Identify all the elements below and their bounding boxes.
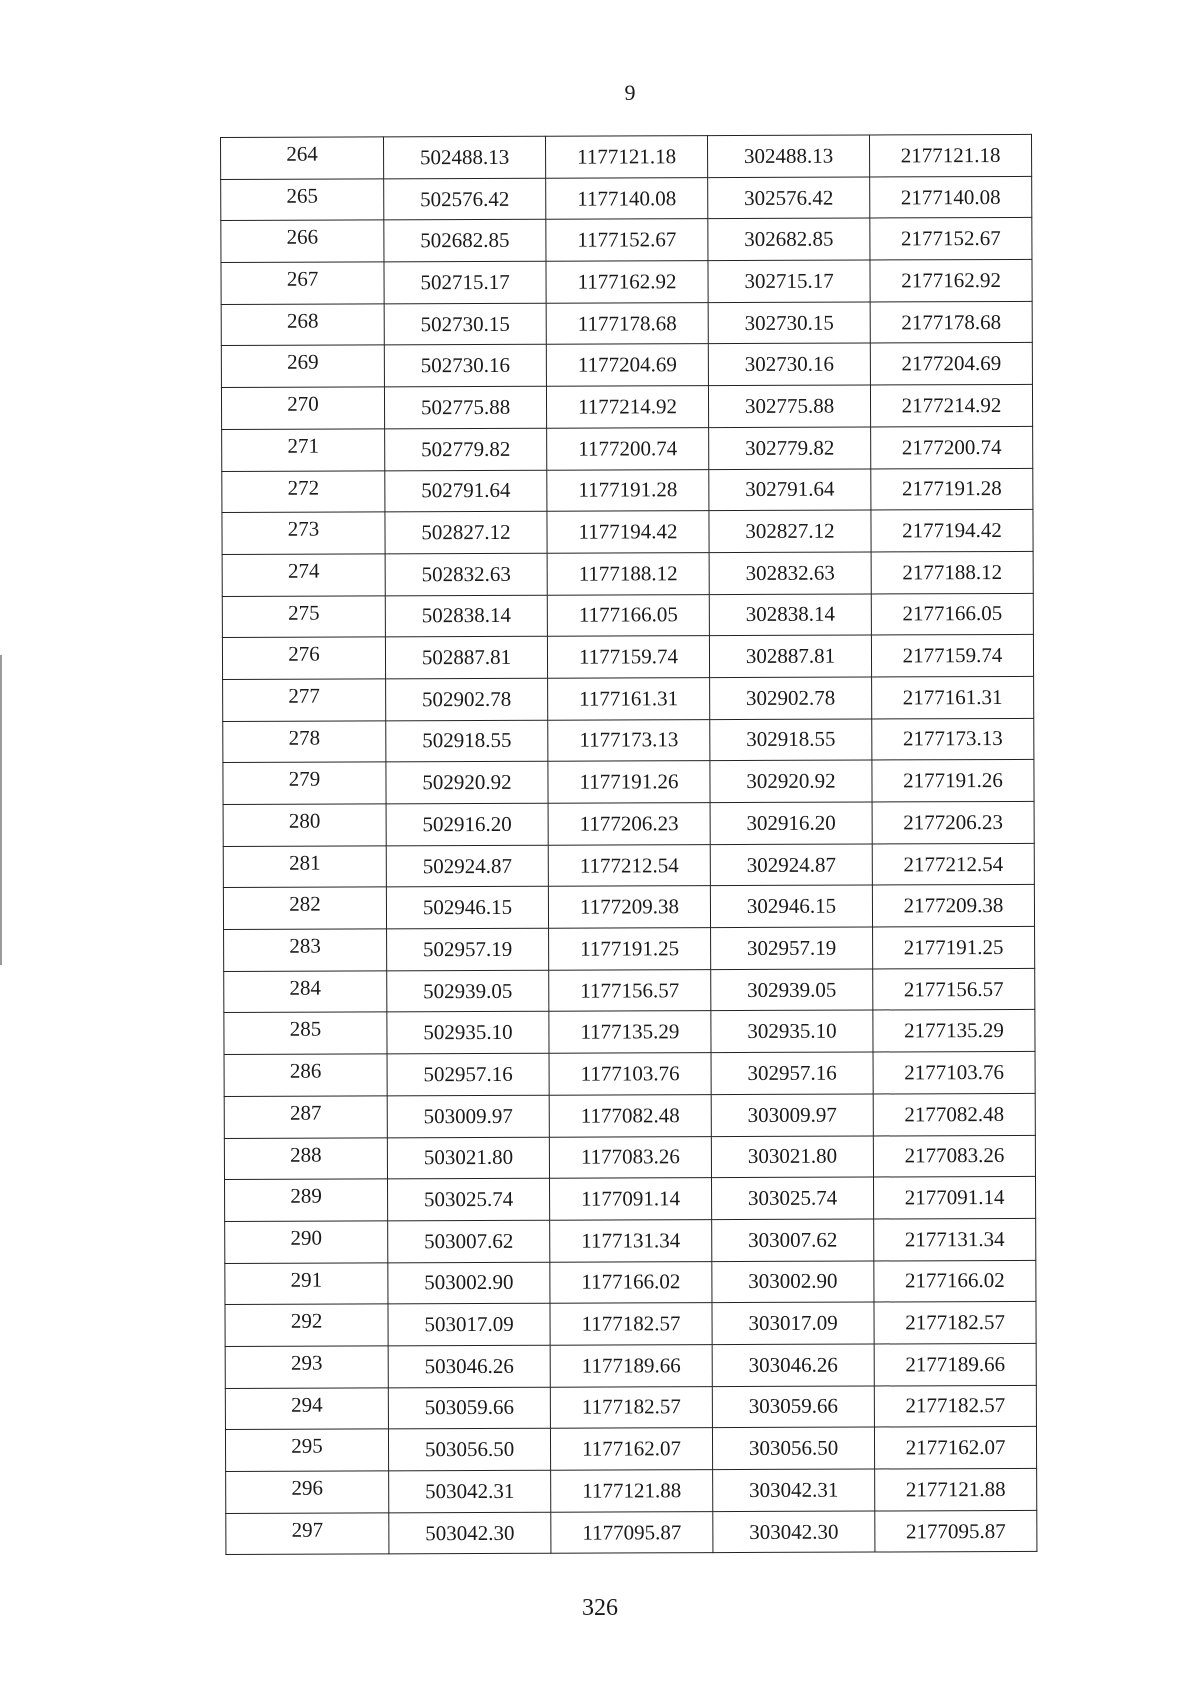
coordinate-cell: 2177173.13 (872, 718, 1034, 760)
coordinate-cell: 2177156.57 (873, 968, 1035, 1010)
coordinate-cell: 1177083.26 (549, 1136, 711, 1178)
coordinate-cell: 302832.63 (709, 552, 871, 594)
coordinate-cell: 502791.64 (385, 470, 547, 512)
table-row (224, 1010, 1035, 1055)
coordinate-cell: 2177191.28 (871, 468, 1033, 510)
coordinate-cell: 303025.74 (712, 1177, 874, 1219)
coordinate-cell: 502902.78 (386, 678, 548, 720)
point-number-cell: 282 (223, 887, 386, 929)
coordinate-cell: 2177162.07 (874, 1427, 1036, 1469)
coordinate-cell: 2177182.57 (874, 1302, 1036, 1344)
coordinate-cell: 2177162.92 (870, 259, 1032, 301)
coordinate-cell: 1177206.23 (548, 803, 710, 845)
coordinate-cell: 2177135.29 (873, 1010, 1035, 1052)
coordinate-cell: 2177206.23 (872, 801, 1034, 843)
table-row (222, 593, 1033, 638)
table-row (223, 801, 1034, 846)
point-number-cell: 291 (225, 1262, 388, 1304)
table-row (223, 760, 1034, 805)
table-row (224, 1135, 1035, 1180)
coordinate-table-body (221, 134, 1037, 1554)
point-number-cell: 267 (221, 262, 384, 304)
coordinate-cell: 2177191.25 (873, 926, 1035, 968)
point-number-cell: 264 (221, 137, 384, 179)
table-row (223, 843, 1034, 888)
coordinate-cell: 303042.30 (713, 1511, 875, 1553)
coordinate-cell: 503017.09 (388, 1303, 550, 1345)
coordinate-cell: 2177083.26 (873, 1135, 1035, 1177)
point-number-cell: 289 (225, 1179, 388, 1221)
coordinate-cell: 1177194.42 (547, 511, 709, 553)
table-row (221, 176, 1032, 221)
coordinate-cell: 302916.20 (710, 802, 872, 844)
coordinate-cell: 1177131.34 (550, 1219, 712, 1261)
coordinate-cell: 1177188.12 (547, 553, 709, 595)
coordinate-cell: 1177140.08 (546, 177, 708, 219)
point-number-cell: 290 (225, 1221, 388, 1263)
coordinate-cell: 303059.66 (712, 1386, 874, 1428)
coordinate-cell: 1177166.05 (547, 594, 709, 636)
coordinate-cell: 303002.90 (712, 1261, 874, 1303)
table-row (223, 718, 1034, 763)
coordinate-cell: 1177191.26 (548, 761, 710, 803)
coordinate-cell: 503007.62 (388, 1220, 550, 1262)
point-number-cell: 294 (225, 1387, 388, 1429)
coordinate-cell: 302946.15 (710, 885, 872, 927)
table-row (226, 1510, 1037, 1555)
table-row (222, 635, 1033, 680)
coordinate-cell: 502935.10 (387, 1012, 549, 1054)
coordinate-cell: 1177178.68 (546, 302, 708, 344)
coordinate-cell: 2177188.12 (871, 551, 1033, 593)
coordinate-cell: 2177091.14 (873, 1177, 1035, 1219)
table-row (225, 1302, 1036, 1347)
coordinate-cell: 2177204.69 (870, 343, 1032, 385)
point-number-cell: 274 (222, 554, 385, 596)
point-number-cell: 283 (224, 929, 387, 971)
coordinate-cell: 303009.97 (711, 1094, 873, 1136)
coordinate-cell: 2177166.05 (871, 593, 1033, 635)
point-number-cell: 281 (223, 846, 386, 888)
coordinate-cell: 2177131.34 (874, 1218, 1036, 1260)
coordinate-cell: 2177182.57 (874, 1385, 1036, 1427)
point-number-cell: 268 (221, 304, 384, 346)
coordinate-cell: 302838.14 (709, 594, 871, 636)
coordinate-cell: 1177212.54 (548, 844, 710, 886)
coordinate-cell: 502887.81 (385, 636, 547, 678)
coordinate-cell: 303017.09 (712, 1302, 874, 1344)
coordinate-cell: 2177140.08 (870, 176, 1032, 218)
coordinate-cell: 2177209.38 (872, 885, 1034, 927)
point-number-cell: 266 (221, 220, 384, 262)
coordinate-cell: 503025.74 (388, 1178, 550, 1220)
coordinate-cell: 2177082.48 (873, 1093, 1035, 1135)
coordinate-cell: 502730.15 (384, 303, 546, 345)
coordinate-cell: 1177091.14 (550, 1178, 712, 1220)
coordinate-cell: 502918.55 (386, 720, 548, 762)
table-row (221, 259, 1032, 304)
coordinate-cell: 303056.50 (712, 1427, 874, 1469)
coordinate-cell: 1177161.31 (548, 678, 710, 720)
scan-edge-mark (0, 655, 2, 965)
coordinate-cell: 2177166.02 (874, 1260, 1036, 1302)
coordinate-cell: 1177152.67 (546, 219, 708, 261)
coordinate-cell: 302918.55 (710, 719, 872, 761)
coordinate-cell: 2177121.88 (875, 1468, 1037, 1510)
coordinate-cell: 502920.92 (386, 762, 548, 804)
coordinate-cell: 303042.31 (713, 1469, 875, 1511)
table-row (225, 1343, 1036, 1388)
coordinate-cell: 302730.15 (708, 302, 870, 344)
coordinate-cell: 2177159.74 (871, 635, 1033, 677)
point-number-cell: 265 (221, 179, 384, 221)
coordinate-cell: 502946.15 (386, 887, 548, 929)
coordinate-cell: 1177121.88 (551, 1470, 713, 1512)
coordinate-cell: 302576.42 (708, 177, 870, 219)
point-number-cell: 285 (224, 1012, 387, 1054)
coordinate-cell: 502488.13 (384, 136, 546, 178)
coordinate-cell: 502775.88 (384, 386, 546, 428)
coordinate-cell: 2177103.76 (873, 1052, 1035, 1094)
point-number-cell: 280 (223, 804, 386, 846)
page-number-top: 9 (624, 80, 636, 105)
coordinate-cell: 502957.19 (387, 928, 549, 970)
point-number-cell: 288 (224, 1137, 387, 1179)
coordinate-table (220, 134, 1037, 1555)
coordinate-cell: 302920.92 (710, 760, 872, 802)
coordinate-cell: 2177214.92 (870, 385, 1032, 427)
coordinate-cell: 302827.12 (709, 510, 871, 552)
coordinate-cell: 502939.05 (387, 970, 549, 1012)
point-number-cell: 286 (224, 1054, 387, 1096)
point-number-cell: 279 (223, 762, 386, 804)
point-number-cell: 270 (221, 387, 384, 429)
point-number-cell: 273 (222, 512, 385, 554)
coordinate-cell: 503042.30 (389, 1512, 551, 1554)
table-row (224, 926, 1035, 971)
coordinate-cell: 1177156.57 (549, 969, 711, 1011)
coordinate-cell: 1177103.76 (549, 1053, 711, 1095)
table-row (221, 301, 1032, 346)
coordinate-cell: 503059.66 (388, 1387, 550, 1429)
coordinate-cell: 1177135.29 (549, 1011, 711, 1053)
coordinate-cell: 2177095.87 (875, 1510, 1037, 1552)
coordinate-cell: 1177204.69 (546, 344, 708, 386)
table-row (222, 551, 1033, 596)
coordinate-cell: 1177182.57 (550, 1386, 712, 1428)
table-row (224, 1052, 1035, 1097)
point-number-cell: 277 (223, 679, 386, 721)
coordinate-cell: 1177162.92 (546, 261, 708, 303)
coordinate-cell: 502576.42 (384, 178, 546, 220)
coordinate-cell: 503009.97 (387, 1095, 549, 1137)
coordinate-cell: 2177189.66 (874, 1343, 1036, 1385)
table-row (223, 885, 1034, 930)
point-number-cell: 287 (224, 1096, 387, 1138)
coordinate-cell: 502832.63 (385, 553, 547, 595)
table-row (222, 510, 1033, 555)
coordinate-cell: 302924.87 (710, 844, 872, 886)
table-row (224, 968, 1035, 1013)
table-row (225, 1385, 1036, 1430)
coordinate-cell: 2177178.68 (870, 301, 1032, 343)
table-row (225, 1177, 1036, 1222)
coordinate-cell: 503046.26 (388, 1345, 550, 1387)
table-row (225, 1427, 1036, 1472)
point-number-cell: 296 (226, 1471, 389, 1513)
coordinate-cell: 1177191.28 (547, 469, 709, 511)
table-row (222, 426, 1033, 471)
coordinate-cell: 502730.16 (384, 345, 546, 387)
table-row (225, 1260, 1036, 1305)
table-row (223, 676, 1034, 721)
coordinate-cell: 1177209.38 (548, 886, 710, 928)
table-row (221, 343, 1032, 388)
coordinate-cell: 2177212.54 (872, 843, 1034, 885)
coordinate-cell: 502957.16 (387, 1053, 549, 1095)
coordinate-cell: 2177194.42 (871, 510, 1033, 552)
coordinate-cell: 502924.87 (386, 845, 548, 887)
coordinate-cell: 502682.85 (384, 220, 546, 262)
coordinate-cell: 1177191.25 (549, 928, 711, 970)
coordinate-cell: 2177121.18 (869, 134, 1031, 176)
point-number-cell: 269 (221, 345, 384, 387)
point-number-cell: 278 (223, 720, 386, 762)
coordinate-cell: 302935.10 (711, 1010, 873, 1052)
page-number-bottom: 326 (582, 1595, 618, 1621)
coordinate-cell: 302715.17 (708, 260, 870, 302)
coordinate-cell: 2177152.67 (870, 218, 1032, 260)
coordinate-cell: 502715.17 (384, 261, 546, 303)
coordinate-cell: 1177200.74 (547, 427, 709, 469)
coordinate-cell: 502779.82 (385, 428, 547, 470)
coordinate-cell: 302939.05 (711, 969, 873, 1011)
point-number-cell: 284 (224, 971, 387, 1013)
coordinate-cell: 302887.81 (709, 635, 871, 677)
coordinate-cell: 1177121.18 (545, 136, 707, 178)
coordinate-cell: 1177082.48 (549, 1094, 711, 1136)
coordinate-cell: 302779.82 (709, 427, 871, 469)
point-number-cell: 272 (222, 470, 385, 512)
coordinate-cell: 302957.16 (711, 1052, 873, 1094)
coordinate-cell: 303046.26 (712, 1344, 874, 1386)
coordinate-cell: 1177173.13 (548, 719, 710, 761)
coordinate-cell: 303007.62 (712, 1219, 874, 1261)
coordinate-cell: 2177161.31 (872, 676, 1034, 718)
coordinate-cell: 302775.88 (708, 385, 870, 427)
coordinate-cell: 1177166.02 (550, 1261, 712, 1303)
coordinate-cell: 302682.85 (708, 218, 870, 260)
point-number-cell: 293 (225, 1346, 388, 1388)
coordinate-cell: 502827.12 (385, 511, 547, 553)
point-number-cell: 275 (222, 595, 385, 637)
point-number-cell: 276 (222, 637, 385, 679)
coordinate-cell: 503002.90 (388, 1262, 550, 1304)
coordinate-cell: 502916.20 (386, 803, 548, 845)
point-number-cell: 295 (225, 1429, 388, 1471)
coordinate-cell: 1177162.07 (550, 1428, 712, 1470)
coordinate-cell: 503021.80 (387, 1137, 549, 1179)
table-row (225, 1218, 1036, 1263)
table-row (221, 385, 1032, 430)
coordinate-cell: 2177200.74 (871, 426, 1033, 468)
coordinate-cell: 303021.80 (711, 1135, 873, 1177)
coordinate-cell: 503056.50 (388, 1429, 550, 1471)
point-number-cell: 271 (222, 429, 385, 471)
coordinate-cell: 1177159.74 (547, 636, 709, 678)
coordinate-cell: 1177182.57 (550, 1303, 712, 1345)
table-row (224, 1093, 1035, 1138)
coordinate-cell: 1177189.66 (550, 1345, 712, 1387)
coordinate-cell: 1177095.87 (551, 1511, 713, 1553)
coordinate-cell: 2177191.26 (872, 760, 1034, 802)
point-number-cell: 292 (225, 1304, 388, 1346)
coordinate-cell: 1177214.92 (546, 386, 708, 428)
coordinate-cell: 302730.16 (708, 343, 870, 385)
coordinate-cell: 302957.19 (711, 927, 873, 969)
point-number-cell: 297 (226, 1513, 389, 1555)
coordinate-cell: 502838.14 (385, 595, 547, 637)
table-row (221, 218, 1032, 263)
table-row (221, 134, 1032, 179)
coordinate-cell: 302902.78 (710, 677, 872, 719)
coordinate-cell: 302488.13 (707, 135, 869, 177)
table-row (226, 1468, 1037, 1513)
coordinate-cell: 302791.64 (709, 469, 871, 511)
table-row (222, 468, 1033, 513)
coordinate-cell: 503042.31 (389, 1470, 551, 1512)
